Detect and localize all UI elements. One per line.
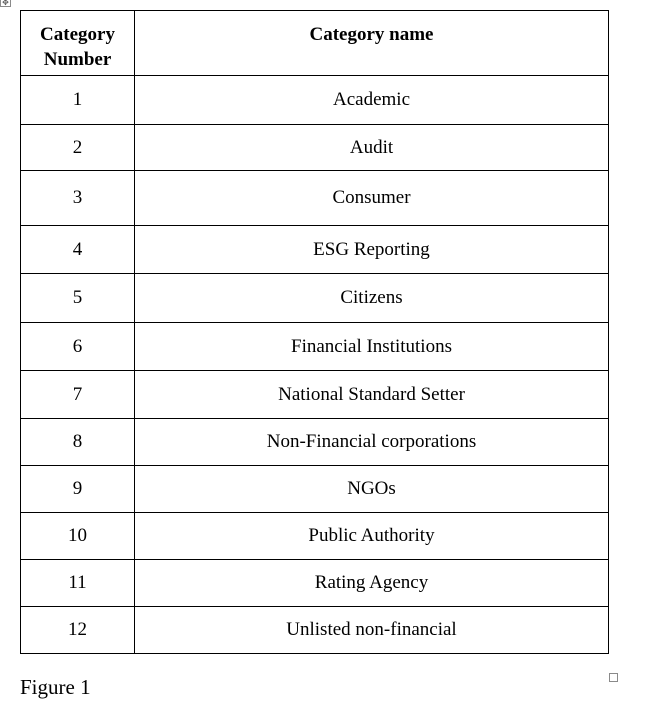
category-name-cell: Public Authority: [135, 513, 609, 560]
category-number-cell: 3: [21, 171, 135, 226]
category-number-cell: 7: [21, 371, 135, 419]
category-name-cell: ESG Reporting: [135, 226, 609, 274]
table-row: [21, 274, 609, 323]
category-number-cell: 11: [21, 560, 135, 607]
category-number-cell: 1: [21, 76, 135, 125]
table-row: [21, 560, 609, 607]
category-number-cell: 12: [21, 607, 135, 654]
figure-caption: Figure 1: [20, 675, 91, 699]
category-number-cell: 5: [21, 274, 135, 323]
table-resize-handle-icon[interactable]: [609, 673, 618, 682]
table-move-handle-icon[interactable]: ✥: [0, 0, 11, 7]
table-row: [21, 371, 609, 419]
category-table: [20, 10, 609, 654]
table-row: [21, 419, 609, 466]
table-row: [21, 171, 609, 226]
table-header-row: [21, 11, 609, 76]
table-row: [21, 466, 609, 513]
category-name-cell: NGOs: [135, 466, 609, 513]
category-name-cell: National Standard Setter: [135, 371, 609, 419]
category-name-cell: Rating Agency: [135, 560, 609, 607]
category-name-cell: Academic: [135, 76, 609, 125]
category-number-cell: 8: [21, 419, 135, 466]
category-number-cell: 4: [21, 226, 135, 274]
category-number-cell: 9: [21, 466, 135, 513]
category-number-cell: 10: [21, 513, 135, 560]
table-row: [21, 226, 609, 274]
table-row: [21, 125, 609, 171]
category-name-cell: Consumer: [135, 171, 609, 226]
category-name-cell: Audit: [135, 125, 609, 171]
category-number-cell: 2: [21, 125, 135, 171]
category-name-cell: Unlisted non-financial: [135, 607, 609, 654]
category-name-cell: Citizens: [135, 274, 609, 323]
category-number-cell: 6: [21, 323, 135, 371]
category-name-cell: Non-Financial corporations: [135, 419, 609, 466]
category-name-cell: Financial Institutions: [135, 323, 609, 371]
header-category-name: Category name: [135, 11, 609, 76]
table-row: [21, 607, 609, 654]
table-row: [21, 323, 609, 371]
table-row: [21, 76, 609, 125]
table-row: [21, 513, 609, 560]
header-category-number: Category Number: [21, 11, 135, 76]
